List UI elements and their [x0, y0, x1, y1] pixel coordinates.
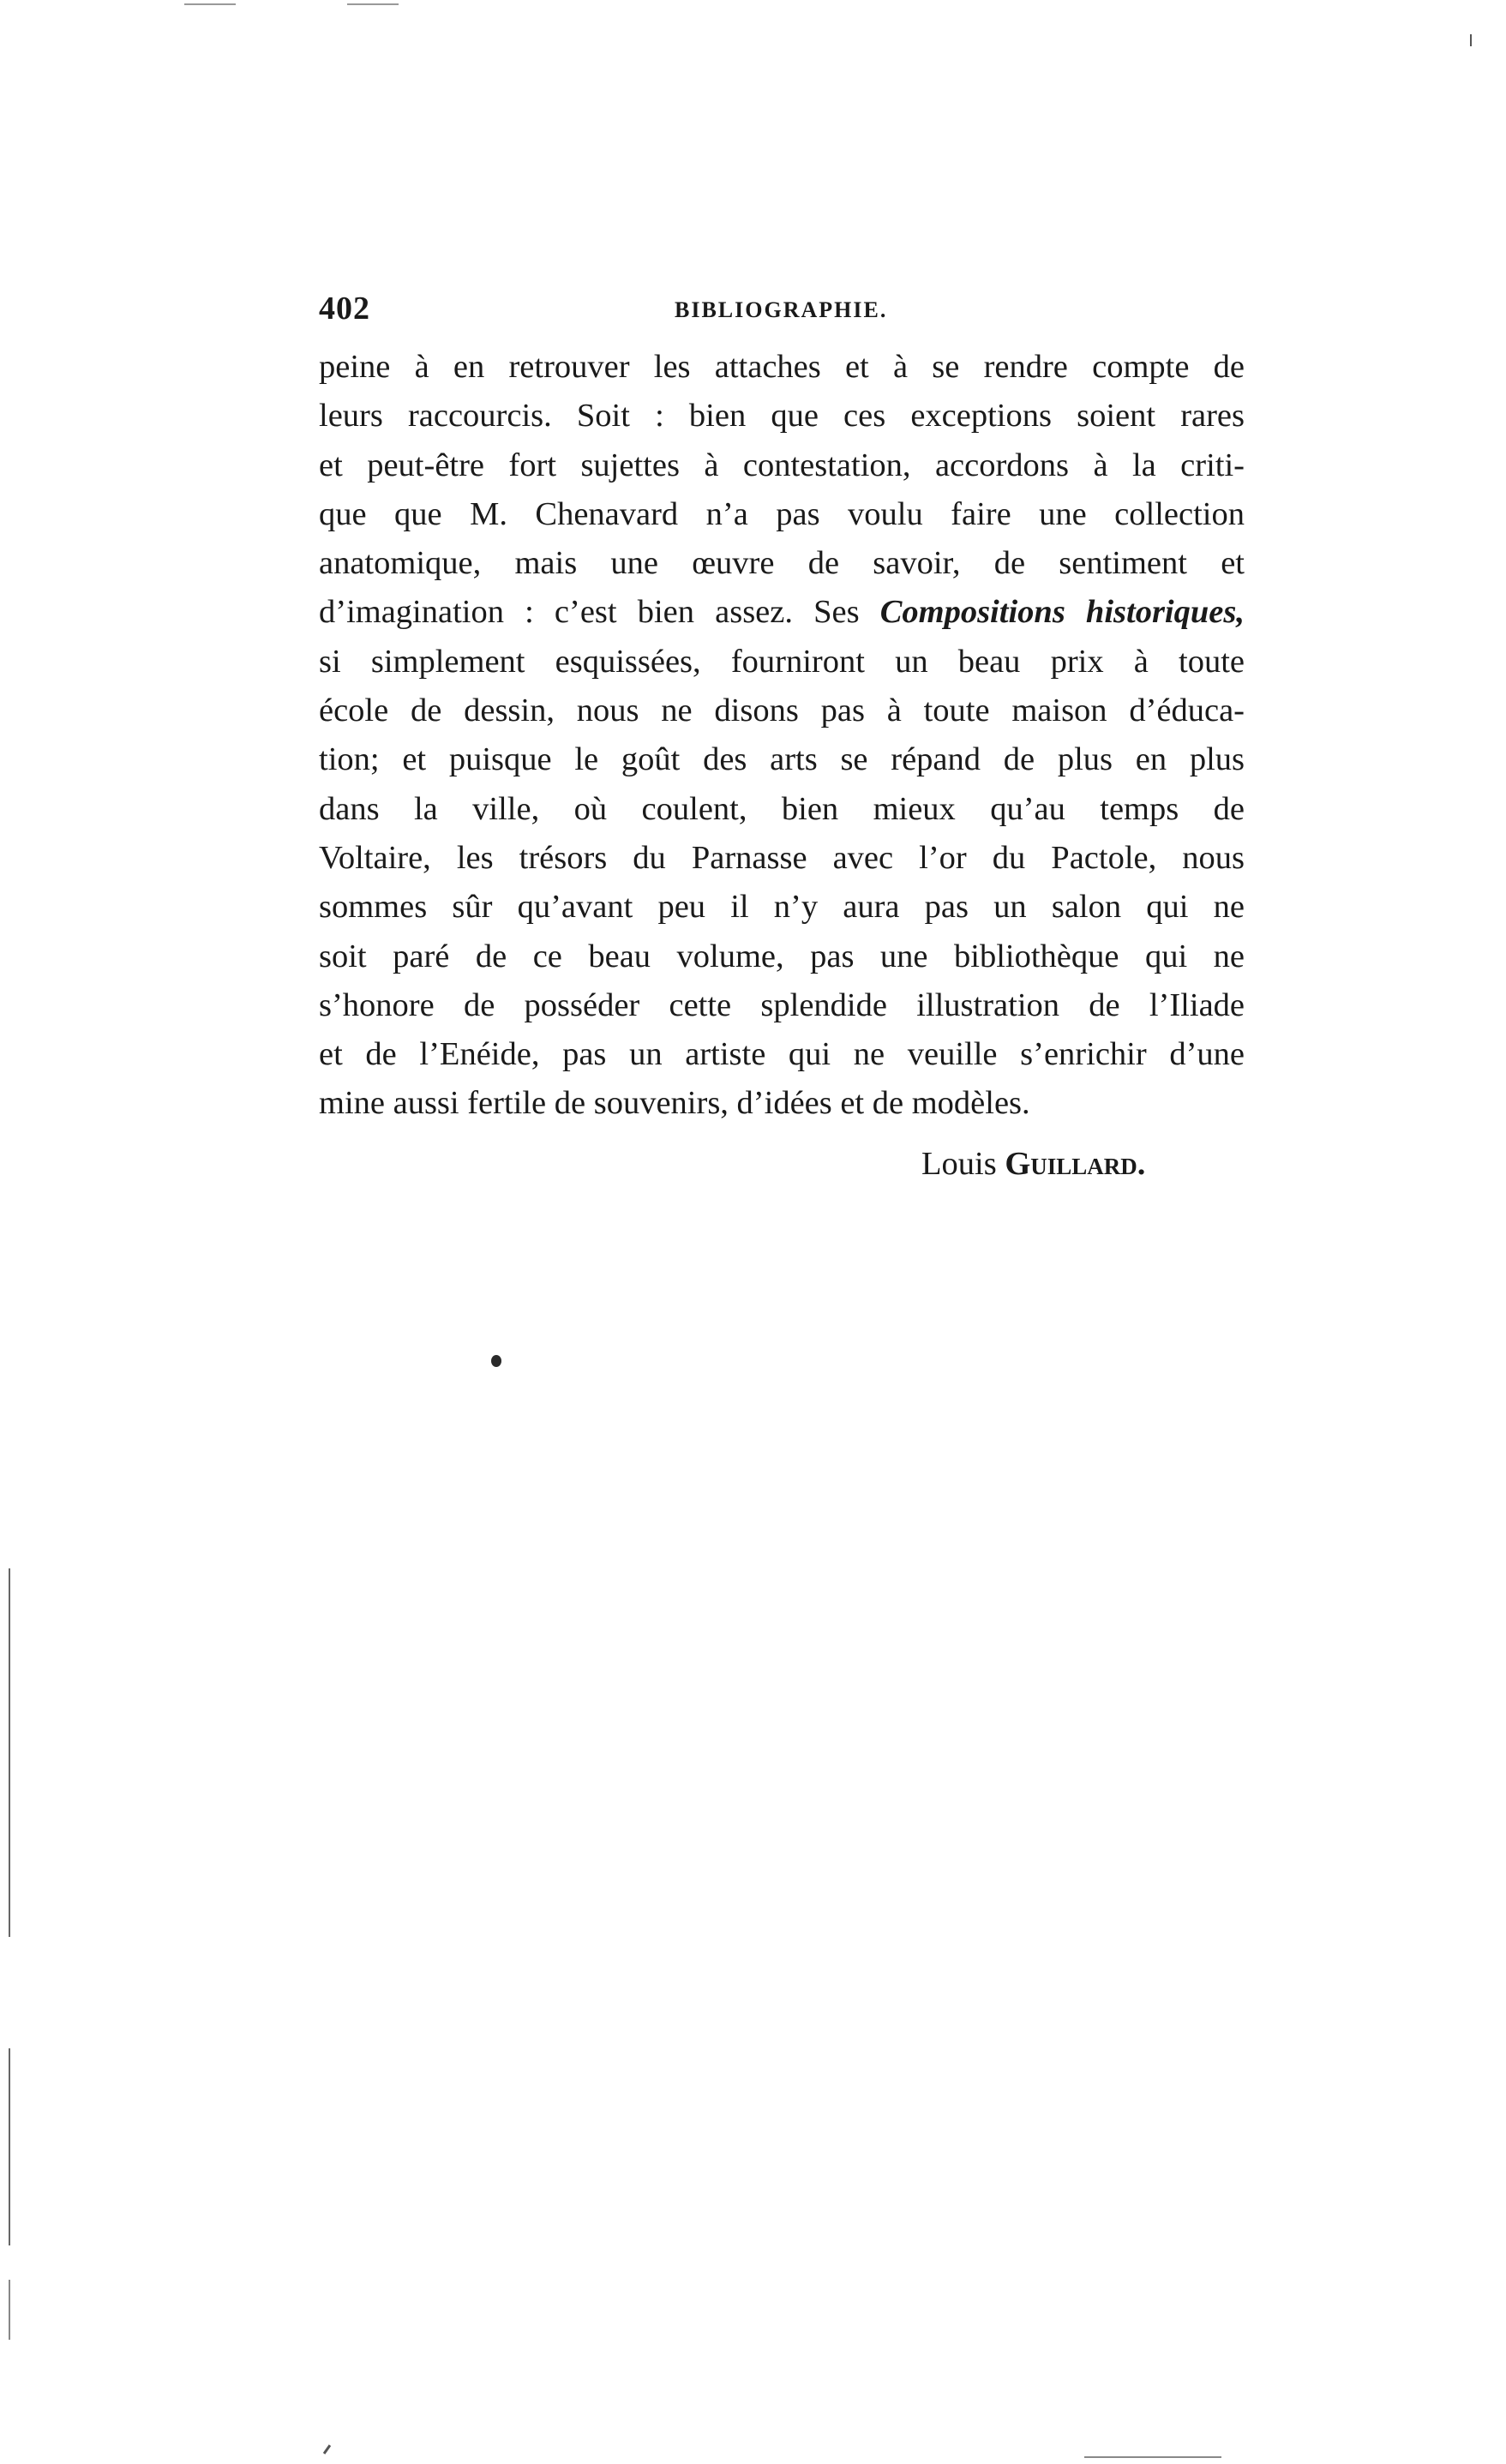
- body-paragraph: [319, 343, 1245, 1129]
- scan-artifact-line: [1470, 34, 1472, 46]
- scan-artifact-line: [1084, 2456, 1221, 2458]
- text-line: sommes sûr qu’avant peu il n’y aura pas un salon qui ne: [319, 889, 1245, 926]
- text-line: peine à en retrouver les attaches et à se rendre compte de: [319, 349, 1245, 385]
- text-line: anatomique, mais une œuvre de savoir, de sentiment et: [319, 545, 1245, 582]
- text-line-start: d’imagination : c’est bien assez. Ses: [319, 594, 860, 631]
- running-head: BIBLIOGRAPHIE.: [675, 297, 888, 322]
- text-line: si simplement esquissées, fourniront un beau prix à toute: [319, 643, 1245, 680]
- scan-artifact-line: [184, 3, 236, 5]
- scan-artifact-dot: [491, 1355, 501, 1367]
- page-header: [319, 290, 1245, 333]
- signature-last-name: Guillard.: [1005, 1146, 1146, 1182]
- text-line: leurs raccourcis. Soit : bien que ces exceptions soient rares: [319, 398, 1245, 435]
- scan-artifact-line: [347, 3, 399, 5]
- scan-artifact-line: [9, 2048, 10, 2245]
- italic-title: Compositions historiques,: [879, 594, 1245, 631]
- text-line: tion; et puisque le goût des arts se répand de plus en plus: [319, 741, 1245, 778]
- text-line: que que M. Chenavard n’a pas voulu faire une collection: [319, 495, 1245, 532]
- text-line: s’honore de posséder cette splendide illustration de l’Iliade: [319, 986, 1245, 1023]
- text-line: Voltaire, les trésors du Parnasse avec l’or du Pactole, nous: [319, 839, 1245, 876]
- scan-artifact-line: [9, 2280, 10, 2340]
- text-line: dans la ville, où coulent, bien mieux qu’au temps de: [319, 790, 1245, 827]
- text-line: soit paré de ce beau volume, pas une bibliothèque qui ne: [319, 938, 1245, 974]
- text-line: et peut-être fort sujettes à contestation, accordons à la criti-: [319, 447, 1245, 483]
- scan-artifact-line: [323, 2444, 331, 2455]
- text-line-with-title: [319, 588, 1245, 637]
- text-line: mine aussi fertile de souvenirs, d’idées et de modèles.: [319, 1085, 1030, 1122]
- page-number: 402: [319, 291, 370, 327]
- signature-first-name: Louis: [921, 1146, 997, 1182]
- author-signature: [921, 1145, 1145, 1183]
- text-line: école de dessin, nous ne disons pas à toute maison d’éduca-: [319, 692, 1245, 729]
- scan-artifact-line: [9, 1568, 10, 1937]
- text-line: et de l’Enéide, pas un artiste qui ne veuille s’enrichir d’une: [319, 1036, 1245, 1073]
